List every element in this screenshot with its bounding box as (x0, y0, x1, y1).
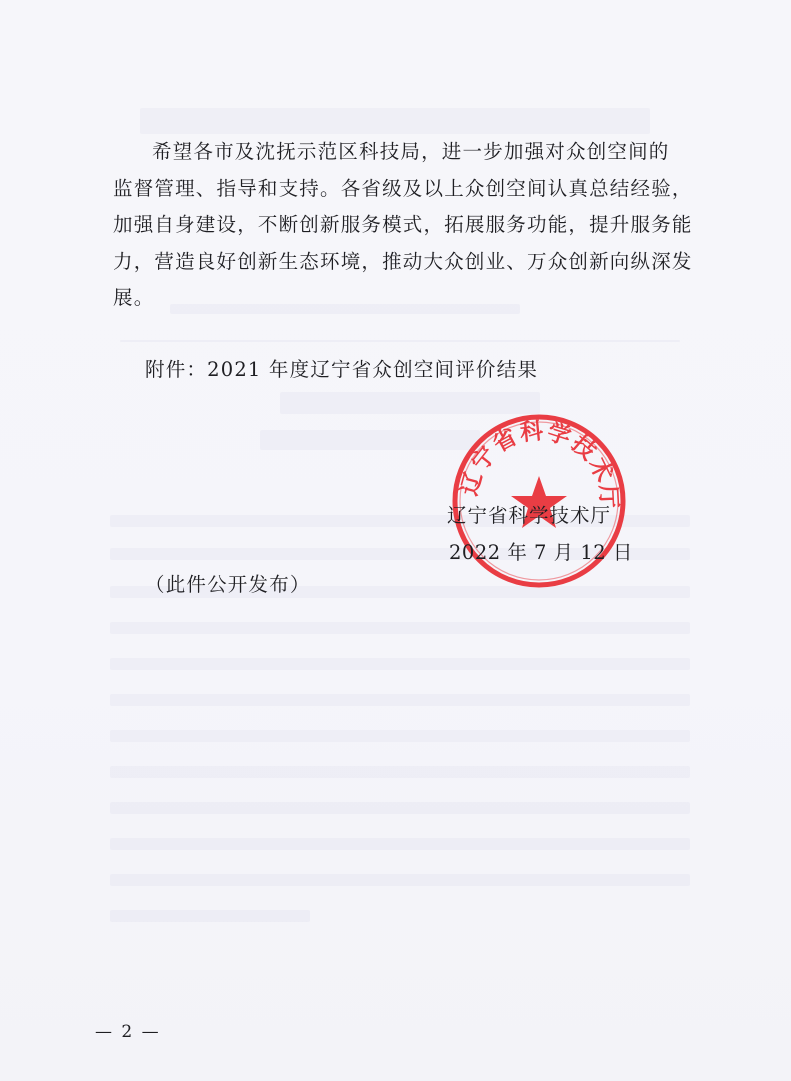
attachment-line: 附件：2021 年度辽宁省众创空间评价结果 (145, 358, 539, 381)
issuing-authority: 辽宁省科学技术厅 (447, 504, 612, 527)
reverse-show-through-bar (110, 838, 690, 850)
issue-date: 2022 年 7 月 12 日 (449, 541, 633, 564)
paragraph-line: 监督管理、指导和支持。各省级及以上众创空间认真总结经验， (113, 176, 693, 200)
reverse-show-through-bar (110, 694, 690, 706)
publish-note: （此件公开发布） (145, 573, 311, 596)
reverse-show-through-bar (110, 730, 690, 742)
reverse-show-through-bar (110, 910, 310, 922)
reverse-show-through-bar (110, 874, 690, 886)
paragraph-line: 加强自身建设，不断创新服务模式，拓展服务功能，提升服务能 (113, 213, 693, 236)
paragraph-line: 展。 (113, 286, 155, 309)
body-paragraph (113, 134, 703, 317)
reverse-show-through-bar (140, 108, 650, 134)
reverse-show-through-bar (110, 802, 690, 814)
reverse-show-through-bar (280, 392, 540, 414)
reverse-show-through-bar (110, 658, 690, 670)
svg-text:辽宁省科学技术厅: 辽宁省科学技术厅 (456, 418, 622, 511)
reverse-show-through-bar (110, 766, 690, 778)
reverse-show-through-bar (260, 430, 480, 450)
paragraph-line: 希望各市及沈抚示范区科技局，进一步加强对众创空间的 (152, 140, 670, 163)
reverse-show-through-line (120, 340, 680, 342)
reverse-show-through-bar (110, 622, 690, 634)
page-number: — 2 — (95, 1022, 161, 1042)
paragraph-line: 力，营造良好创新生态环境，推动大众创业、万众创新向纵深发 (113, 249, 693, 273)
